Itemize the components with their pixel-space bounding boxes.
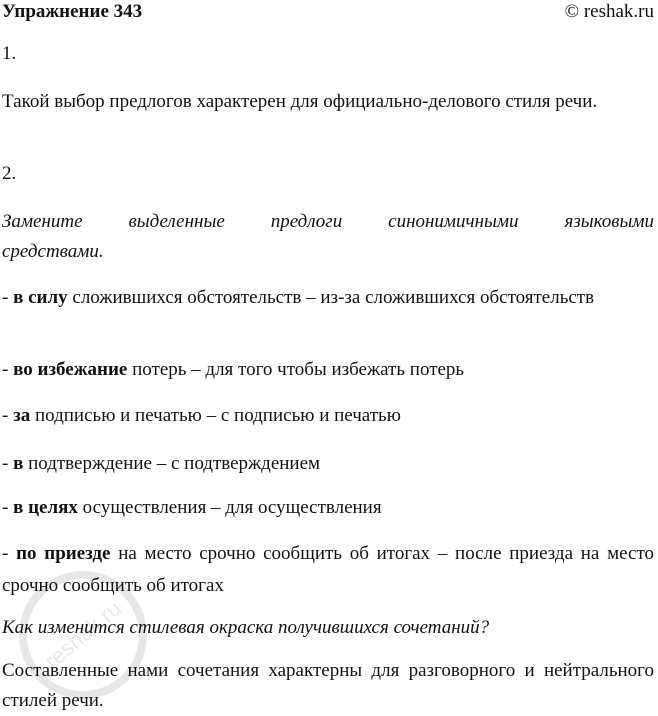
highlighted-preposition: во избежание	[13, 359, 128, 380]
item-text: подписью и печатью – с подписью и печатью	[30, 405, 401, 426]
section-number-1: 1.	[2, 43, 17, 64]
item-prefix: -	[2, 497, 14, 518]
header	[2, 0, 654, 28]
site-credit: © reshak.ru	[564, 1, 654, 22]
item-prefix: -	[2, 405, 14, 426]
item-text: на место срочно сообщить об итогах – после приезда на место срочно сообщить об итогах	[2, 543, 654, 596]
task-line-1: Замените выделенные предлоги синонимичными языковыми	[2, 211, 654, 232]
item-text: осуществления – для осуществления	[77, 497, 382, 518]
section-number-2: 2.	[2, 163, 17, 184]
item-text: подтверждение – с подтверждением	[23, 453, 321, 474]
exercise-title: Упражнение 343	[2, 1, 143, 22]
item-prefix: -	[2, 359, 14, 380]
item-text: сложившихся обстоятельств – из-за сложившихся обстоятельств	[67, 287, 595, 308]
list-item	[2, 492, 654, 524]
list-item	[2, 282, 654, 314]
list-item	[2, 354, 654, 386]
highlighted-preposition: в	[13, 453, 24, 474]
item-prefix: -	[2, 287, 14, 308]
answer-1: Такой выбор предлогов характерен для официально-делового стиля речи.	[2, 91, 598, 112]
item-prefix: -	[2, 453, 14, 474]
highlighted-preposition: в силу	[13, 287, 68, 308]
task-line-2: средствами.	[2, 241, 104, 262]
answer-2: Составленные нами сочетания характерны для разговорного и нейтрального стилей речи.	[2, 660, 654, 711]
item-prefix: -	[2, 543, 17, 564]
watermark-text: reshak.ru	[39, 595, 126, 674]
question: Как изменится стилевая окраска получившихся сочетаний?	[2, 617, 490, 638]
list-item	[2, 448, 654, 480]
item-text: потерь – для того чтобы избежать потерь	[127, 359, 465, 380]
list-item	[2, 400, 654, 432]
highlighted-preposition: в целях	[13, 497, 78, 518]
highlighted-preposition: по приезде	[16, 543, 111, 564]
highlighted-preposition: за	[13, 405, 31, 426]
list-item	[2, 538, 654, 602]
